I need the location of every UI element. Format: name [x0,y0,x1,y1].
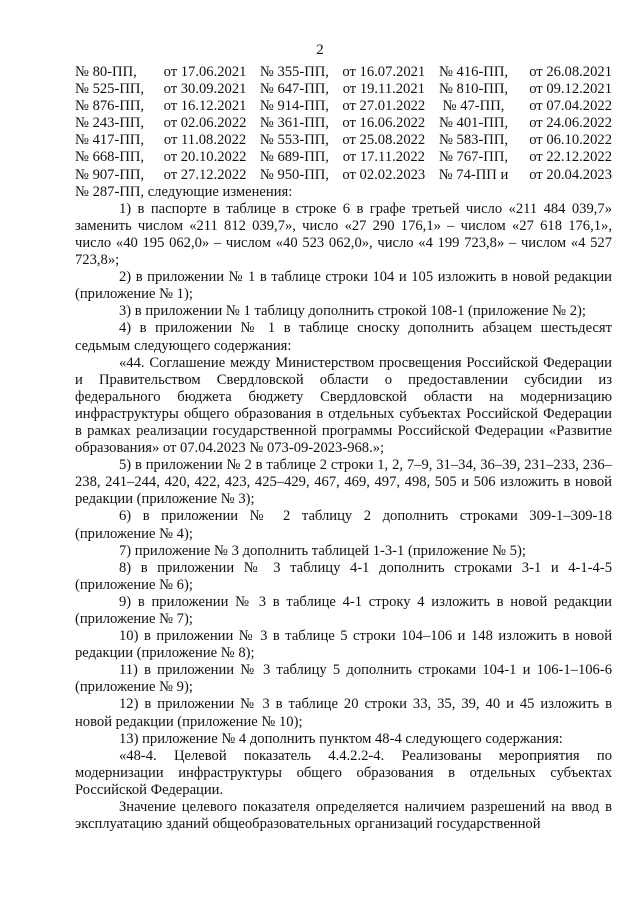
resolution-date: от 16.12.2021 [163,98,247,115]
resolution-number: № 689-ПП, [259,149,329,166]
resolution-number: № 401-ПП, [438,115,509,132]
resolution-number: № 74-ПП и [438,166,509,183]
amendment-paragraph: 9) в приложении № 3 в таблице 4-1 строку 4 изложить в новой редакции (приложение № 7); [75,593,612,627]
resolution-number: № 907-ПП, [75,166,145,183]
resolution-number: № 950-ПП, [259,166,329,183]
amendment-paragraph: 1) в паспорте в таблице в строке 6 в графе третьей число «211 484 039,7» заменить числом «211 812 039,7», число «27 290 176,1» – числом «27 618 176,1», число «40 195 062,0» – числом «40 523 062,0», число «4 199 723,8» – числом «4 527 723,8»; [75,200,612,269]
amendment-paragraph: Значение целевого показателя определяется наличием разрешений на ввод в эксплуатацию зданий общеобразовательных организаций государственной [75,799,612,833]
resolution-number: № 525-ПП, [75,81,145,98]
reference-row [75,132,612,149]
amendment-paragraph: 8) в приложении № 3 таблицу 4-1 дополнить строками 3-1 и 4-1-4-5 (приложение № 6); [75,559,612,593]
resolution-date: от 19.11.2021 [342,81,425,98]
resolution-number: № 47-ПП, [442,98,505,115]
reference-row [75,98,612,115]
amendment-paragraph: 5) в приложении № 2 в таблице 2 строки 1, 2, 7–9, 31–34, 36–39, 231–233, 236–238, 241–244, 420, 422, 423, 425–429, 467, 469, 497, 498, 505 и 506 изложить в новой редакции (приложение № 3); [75,457,612,508]
resolution-number: № 80-ПП, [75,64,137,80]
amendment-paragraph: 11) в приложении № 3 таблицу 5 дополнить строками 104-1 и 106-1–106-6 (приложение № 9); [75,662,612,696]
amendment-paragraph: 6) в приложении № 2 таблицу 2 дополнить строками 309-1–309-18 (приложение № 4); [75,508,612,542]
resolution-date: от 16.06.2022 [342,115,426,132]
resolution-date: от 20.10.2022 [163,149,247,166]
resolution-number: № 668-ПП, [75,149,145,166]
resolution-number: № 417-ПП, [75,132,145,149]
intro-paragraph: № 287-ПП, следующие изменения: [75,183,293,200]
resolution-date: от 26.08.2021 [529,64,612,80]
resolution-number: № 810-ПП, [438,81,509,98]
document-body [75,64,612,833]
amendment-paragraph: 13) приложение № 4 дополнить пунктом 48-4 следующего содержания: [119,730,563,747]
resolution-number: № 876-ПП, [75,98,145,115]
reference-row [75,149,612,166]
resolution-number: № 243-ПП, [75,115,145,132]
resolution-date: от 09.12.2021 [529,81,612,98]
resolution-date: от 11.08.2022 [163,132,247,149]
amendment-paragraph: 2) в приложении № 1 в таблице строки 104 и 105 изложить в новой редакции (приложение № 1); [75,269,612,303]
resolution-date: от 16.07.2021 [342,64,426,80]
resolution-number: № 361-ПП, [259,115,329,132]
reference-row [75,81,612,98]
resolution-references-table [75,64,612,184]
reference-row [75,115,612,132]
amendment-paragraph: 10) в приложении № 3 в таблице 5 строки 104–106 и 148 изложить в новой редакции (приложение № 8); [75,628,612,662]
resolution-date: от 30.09.2021 [163,81,247,98]
resolution-date: от 07.04.2022 [529,98,612,115]
resolution-date: от 24.06.2022 [529,115,612,132]
resolution-date: от 20.04.2023 [529,166,612,183]
resolution-date: от 27.01.2022 [342,98,426,115]
resolution-date: от 22.12.2022 [529,149,612,166]
reference-row [75,167,612,184]
amendment-paragraph: 4) в приложении № 1 в таблице сноску дополнить абзацем шестьдесят седьмым следующего содержания: [75,320,612,354]
amendment-paragraph: 7) приложение № 3 дополнить таблицей 1-3-1 (приложение № 5); [119,542,526,559]
resolution-number: № 416-ПП, [438,64,509,80]
amendment-paragraph: 12) в приложении № 3 в таблице 20 строки 33, 35, 39, 40 и 45 изложить в новой редакции (приложение № 10); [75,696,612,730]
resolution-number: № 647-ПП, [259,81,329,98]
amendment-paragraph: 3) в приложении № 1 таблицу дополнить строкой 108-1 (приложение № 2); [119,303,586,320]
resolution-number: № 914-ПП, [259,98,329,115]
amendment-paragraph: «44. Соглашение между Министерством просвещения Российской Федерации и Правительством Свердловской области о предоставлении субсидии из федерального бюджета бюджету Свердловской области на модернизацию инфраструктуры общего образования в отдельных субъектах Российской Федерации в рамках реализации государственной программы Российской Федерации «Развитие образования» от 07.04.2023 № 073-09-2023-968.»; [75,354,612,457]
resolution-date: от 17.06.2021 [163,64,247,80]
page-number: 2 [316,42,324,58]
resolution-number: № 767-ПП, [438,149,509,166]
resolution-date: от 17.11.2022 [342,149,425,166]
resolution-number: № 355-ПП, [259,64,329,80]
amendment-paragraph: «48-4. Целевой показатель 4.4.2.2-4. Реализованы мероприятия по модернизации инфраструктуры общего образования в отдельных субъектах Российской Федерации. [75,747,612,798]
resolution-number: № 583-ПП, [438,132,509,149]
resolution-date: от 02.06.2022 [163,115,247,132]
reference-row [75,64,612,81]
resolution-date: от 27.12.2022 [163,166,247,183]
resolution-date: от 02.02.2023 [342,166,426,183]
resolution-number: № 553-ПП, [259,132,329,149]
amendments-text [75,184,612,834]
resolution-date: от 25.08.2022 [342,132,426,149]
resolution-date: от 06.10.2022 [529,132,612,149]
